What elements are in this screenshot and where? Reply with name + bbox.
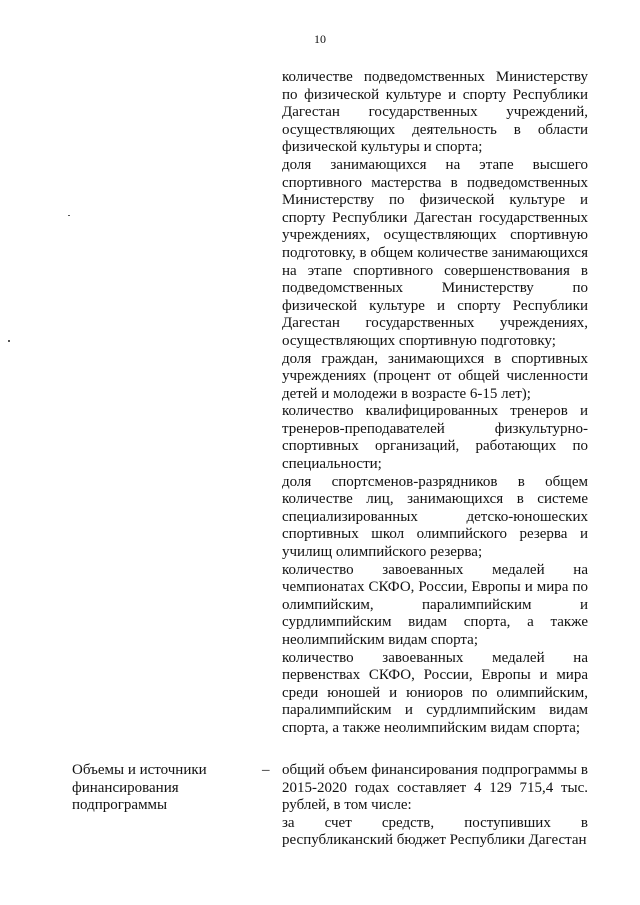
financing-paragraph: за счет средств, поступивших в республиканский бюджет Республики Дагестан (282, 814, 588, 849)
page-number: 10 (314, 32, 326, 46)
scan-speck (68, 215, 70, 216)
label-line: Объемы и источники (72, 762, 207, 778)
indicator-text: количество завоеванных медалей на первенствах СКФО, России, Европы и мира среди юношей и юниоров по олимпийским, паралимпийским и сурдлимпийским видам спорта, а также неолимпийским видам спорта; (282, 649, 588, 736)
financing-paragraph: общий объем финансирования подпрограммы в 2015-2020 годах составляет 4 129 715,4 тыс. рублей, в том числе: (282, 762, 588, 814)
indicator-text: доля спортсменов-разрядников в общем количестве лиц, занимающихся в системе специализированных детско-юношеских спортивных школ олимпийского резерва и училищ олимпийского резерва; (282, 473, 588, 561)
indicator-text: количество завоеванных медалей на чемпионатах СКФО, России, Европы и мира по олимпийским, паралимпийским и сурдлимпийским видам спорта, а также неолимпийским видам спорта; (282, 561, 588, 648)
scan-speck (8, 340, 10, 342)
dash-separator: – (262, 762, 270, 778)
label-line: финансирования (72, 779, 179, 796)
target-indicators-list (282, 69, 588, 738)
indicator-text: количестве подведомственных Министерству по физической культуре и спорту Республики Дагестан государственных учреждений, осуществляющих деятельность в области физической культуры и спорта; (282, 69, 588, 156)
indicator-text: доля занимающихся на этапе высшего спортивного мастерства в подведомственных Министерству по физической культуре и спорту Республики Дагестан государственных учреждениях, осуществляющих спортивную подготовку, в общем количестве занимающихся на этапе спортивного совершенствования в подведомственных Министерству по физической культуре и спорту Республики Дагестан государственных учреждениях, осуществляющих спортивную подготовку; (282, 156, 588, 349)
indicator-text: количество квалифицированных тренеров и тренеров-преподавателей физкультурно-спортивных организаций, работающих по специальности; (282, 403, 588, 473)
label-line: подпрограммы (72, 797, 168, 814)
financing-section-text (282, 762, 588, 850)
financing-section-label (72, 762, 252, 815)
indicator-text: доля граждан, занимающихся в спортивных учреждениях (процент от общей численности детей и молодежи в возрасте 6-15 лет); (282, 350, 588, 402)
